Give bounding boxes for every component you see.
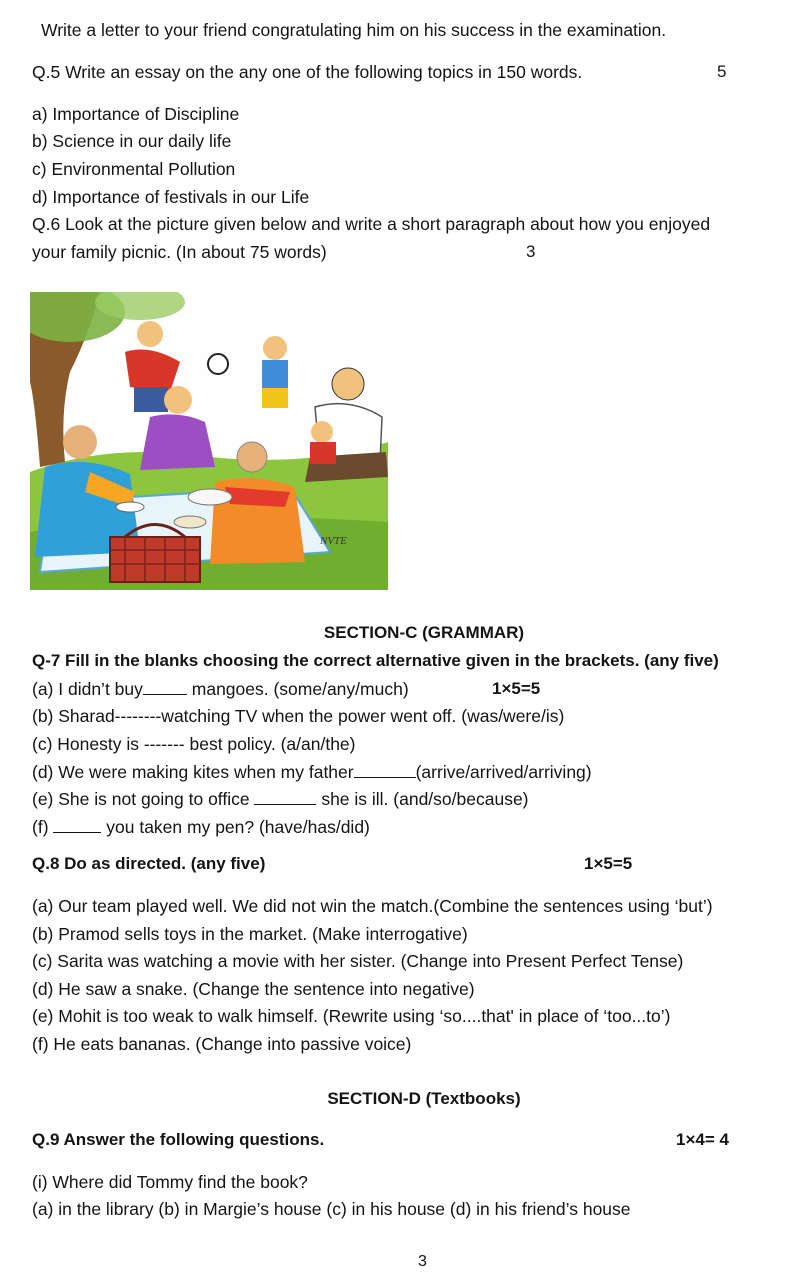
q9-item-i: (i) Where did Tommy find the book? (32, 1172, 308, 1192)
q7-item-f (32, 816, 370, 838)
q9-question: Q.9 Answer the following questions. (32, 1130, 325, 1149)
q9-marks: 1×4= 4 (676, 1130, 729, 1149)
q7-question: Q-7 Fill in the blanks choosing the correct alternative given in the brackets. (any five) (32, 651, 719, 670)
q5-topic-a: a) Importance of Discipline (32, 104, 240, 124)
q5-topic-c: c) Environmental Pollution (32, 159, 236, 179)
q8-item-f: (f) He eats bananas. (Change into passive voice) (32, 1034, 412, 1054)
q8-item-e: (e) Mohit is too weak to walk himself. (Rewrite using ‘so....that' in place of ‘too...to’) (32, 1006, 671, 1026)
q7-f-start: (f) (32, 817, 54, 837)
q8-marks: 1×5=5 (584, 854, 633, 873)
q7-e-end: she is ill. (and/so/because) (316, 789, 529, 809)
q7-d-end: (arrive/arrived/arriving) (415, 762, 592, 782)
section-d-heading: SECTION-D (Textbooks) (327, 1089, 521, 1108)
q7-item-d (32, 761, 592, 783)
q7-a-start: (a) I didn’t buy (32, 679, 143, 699)
q5-marks: 5 (717, 62, 727, 81)
q8-item-b: (b) Pramod sells toys in the market. (Make interrogative) (32, 924, 468, 944)
q5-question: Q.5 Write an essay on the any one of the following topics in 150 words. (32, 62, 583, 82)
q8-question: Q.8 Do as directed. (any five) (32, 854, 266, 873)
answer-blank (254, 790, 316, 805)
q8-item-d: (d) He saw a snake. (Change the sentence into negative) (32, 979, 475, 999)
q7-f-end: you taken my pen? (have/has/did) (101, 817, 370, 837)
q9-item-i-options: (a) in the library (b) in Margie’s house (c) in his house (d) in his friend’s house (32, 1199, 631, 1219)
q7-item-e (32, 788, 529, 810)
q4-prompt: Write a letter to your friend congratulating him on his success in the examination. (41, 20, 667, 40)
q7-item-b: (b) Sharad--------watching TV when the power went off. (was/were/is) (32, 706, 565, 726)
q6-marks: 3 (526, 242, 536, 261)
section-c-heading: SECTION-C (GRAMMAR) (323, 623, 525, 642)
picture-signature: NVTE (320, 535, 347, 547)
q7-item-c: (c) Honesty is ------- best policy. (a/an/the) (32, 734, 356, 754)
q7-e-start: (e) She is not going to office (32, 789, 255, 809)
q7-marks: 1×5=5 (492, 679, 541, 698)
q7-d-start: (d) We were making kites when my father (32, 762, 354, 782)
q6-line-1: Q.6 Look at the picture given below and write a short paragraph about how you enjoyed (32, 214, 711, 234)
q7-item-a (32, 678, 409, 700)
answer-blank (53, 818, 101, 833)
q5-topic-b: b) Science in our daily life (32, 131, 232, 151)
q5-topic-d: d) Importance of festivals in our Life (32, 187, 310, 207)
q8-item-a: (a) Our team played well. We did not win the match.(Combine the sentences using ‘but’) (32, 896, 713, 916)
family-picnic-picture (30, 292, 388, 590)
q7-a-end: mangoes. (some/any/much) (186, 679, 409, 699)
answer-blank (354, 763, 416, 778)
answer-blank (143, 680, 187, 695)
q8-item-c: (c) Sarita was watching a movie with her sister. (Change into Present Perfect Tense) (32, 951, 684, 971)
q6-line-2: your family picnic. (In about 75 words) (32, 242, 327, 262)
page-number: 3 (418, 1253, 427, 1270)
